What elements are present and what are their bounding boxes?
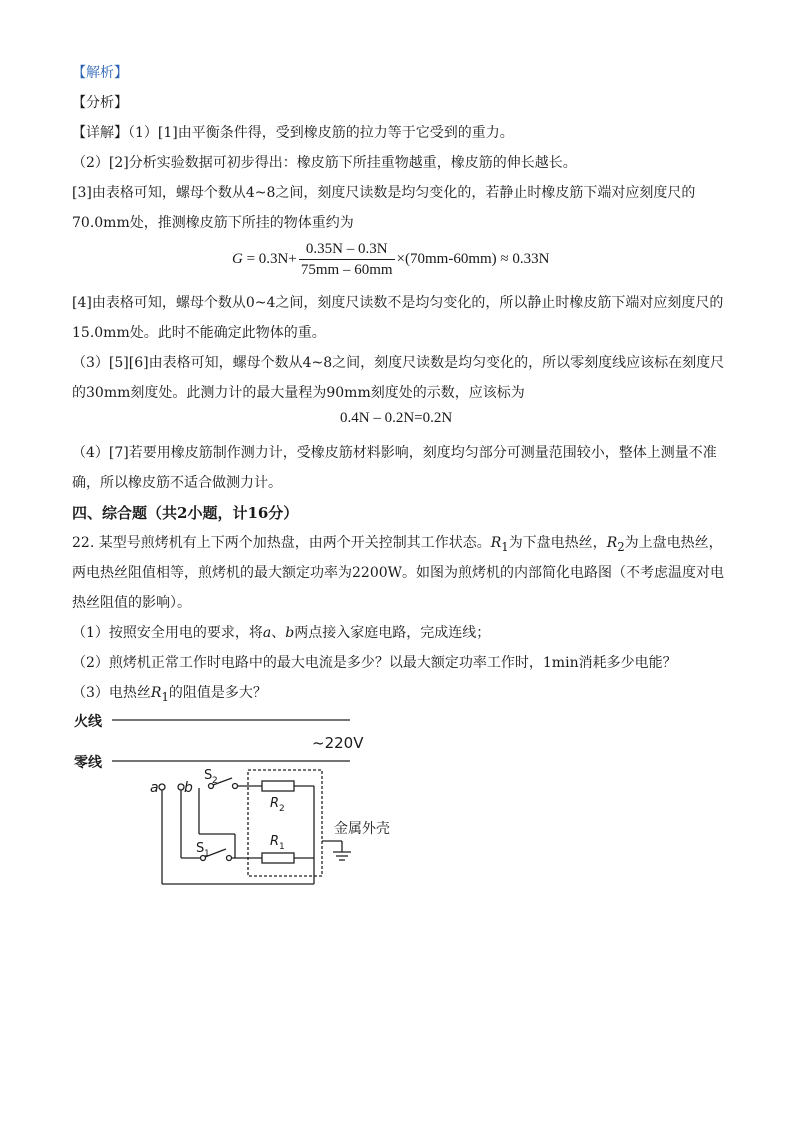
q22-r1-sub: 1	[501, 539, 509, 554]
switch-s1-label: S	[196, 841, 205, 856]
q22-r1-symbol: R	[490, 535, 502, 551]
question-22-line-1	[72, 533, 732, 557]
formula-weight-estimate	[232, 240, 549, 279]
q22-s1-a: a	[262, 625, 272, 641]
neutral-label: 零线	[74, 755, 102, 771]
formula-rest: ×(70mm-60mm) ≈ 0.33N	[396, 250, 550, 267]
resistor-r1-sub: 1	[279, 842, 285, 852]
detail-label: 【详解】	[72, 125, 128, 141]
detail-paragraph-6b: 确，所以橡皮筋不适合做测力计。	[72, 475, 282, 491]
analysis-subhead: 【分析】	[72, 95, 128, 111]
detail-paragraph-4b: 15.0mm处。此时不能确定此物体的重。	[72, 325, 326, 341]
question-22-part-2: （2）煎烤机正常工作时电路中的最大电流是多少？以最大额定功率工作时，1min消耗多少电能？	[72, 655, 677, 671]
detail-paragraph-5b: 的30mm刻度处。此测力计的最大量程为90mm刻度处的示数，应该标为	[72, 385, 525, 401]
q22-s3-post: 的阻值是多大？	[168, 685, 267, 701]
q22-s1-sep: 、	[271, 625, 286, 641]
formula-denominator: 75mm – 60mm	[300, 262, 393, 278]
q22-s3-r: R	[150, 685, 162, 701]
q22-r2-symbol: R	[606, 535, 618, 551]
switch-s1-contact-right	[227, 856, 232, 861]
detail-paragraph-2: （2）[2]分析实验数据可初步得出：橡皮筋下所挂重物越重，橡皮筋的伸长越长。	[72, 155, 577, 171]
detail-paragraph-3a: [3]由表格可知，螺母个数从4~8之间，刻度尺读数是均匀变化的，若静止时橡皮筋下端对应刻度尺的	[72, 185, 696, 201]
live-label: 火线	[74, 714, 102, 730]
switch-s2-label: S	[204, 768, 213, 783]
q22-s1-b: b	[285, 625, 295, 641]
formula-eq-start: = 0.3N+	[242, 250, 297, 267]
formula-numerator: 0.35N – 0.3N	[299, 240, 395, 260]
switch-s2-contact-right	[233, 784, 238, 789]
q22-s3-pre: （3）电热丝	[72, 685, 151, 701]
detail-text-1: （1）[1]由平衡条件得，受到橡皮筋的拉力等于它受到的重力。	[128, 125, 514, 141]
q22-r2-sub: 2	[617, 539, 625, 554]
point-a-label: a	[150, 780, 159, 796]
section-heading: 四、综合题（共2小题，计16分）	[72, 504, 299, 522]
resistor-r2	[262, 781, 294, 791]
circuit-diagram	[0, 700, 800, 900]
detail-paragraph-1	[72, 123, 732, 143]
formula-fraction	[299, 240, 395, 279]
q22-s1-post: 两点接入家庭电路，完成连线；	[294, 625, 491, 641]
formula-g: G	[232, 250, 243, 267]
switch-s1-sub: 1	[204, 849, 210, 859]
detail-paragraph-4a: [4]由表格可知，螺母个数从0~4之间，刻度尺读数不是均匀变化的，所以静止时橡皮筋下端对应刻度尺的	[72, 295, 724, 311]
switch-s2-sub: 2	[212, 776, 218, 786]
point-b-label: b	[184, 780, 193, 796]
voltage-label: ~220V	[312, 734, 364, 752]
detail-paragraph-6a: （4）[7]若要用橡皮筋制作测力计，受橡皮筋材料影响，刻度均匀部分可测量范围较小，整体上测量不准	[72, 445, 717, 461]
q22-intro: 22. 某型号煎烤机有上下两个加热盘，由两个开关控制其工作状态。	[72, 535, 491, 551]
question-22-part-1	[72, 623, 732, 643]
q22-s3-sub: 1	[161, 689, 169, 704]
analysis-label: 【解析】	[72, 65, 128, 81]
resistor-r1-label: R	[270, 834, 280, 849]
resistor-r2-label: R	[270, 796, 280, 811]
formula-range: 0.4N – 0.2N=0.2N	[340, 410, 453, 426]
detail-paragraph-5a: （3）[5][6]由表格可知，螺母个数从4~8之间，刻度尺读数是均匀变化的，所以零刻度线应该标在刻度尺	[72, 355, 725, 371]
q22-r2-desc: 为上盘电热丝，	[624, 535, 723, 551]
resistor-r1	[262, 853, 294, 863]
detail-paragraph-3b: 70.0mm处，推测橡皮筋下所挂的物体重约为	[72, 215, 354, 231]
resistor-r2-sub: 2	[279, 804, 285, 814]
q22-r1-desc: 为下盘电热丝，	[508, 535, 607, 551]
terminal-a	[159, 784, 165, 790]
question-22-line-3: 热丝阻值的影响）。	[72, 595, 191, 611]
q22-s1-pre: （1）按照安全用电的要求，将	[72, 625, 263, 641]
question-22-line-2: 两电热丝阻值相等，煎烤机的最大额定功率为2200W。如图为煎烤机的内部简化电路图（不考虑温度对电	[72, 565, 725, 581]
metal-case-label: 金属外壳	[334, 821, 390, 837]
